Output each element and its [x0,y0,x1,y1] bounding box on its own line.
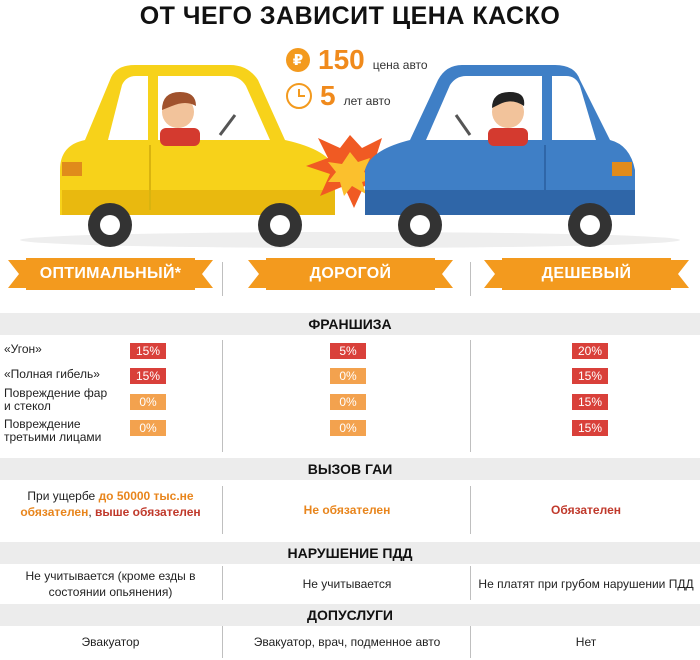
gai-cheap-text: Обязателен [550,503,621,517]
pdd-cheap-text: Не платят при грубом нарушении ПДД [478,577,694,591]
car-price-stat [286,44,428,76]
gai-optimal-prefix: При ущербе [27,489,99,503]
franchise-value: 15% [572,394,608,410]
franchise-value: 15% [572,420,608,436]
car-age-value: 5 [320,80,336,111]
divider [470,626,471,658]
column-header-optimal [8,258,213,290]
divider [222,262,223,296]
extra-optimal-text: Эвакуатор [81,635,140,649]
column-header-cheap [484,258,689,290]
extra-cheap-text: Нет [575,635,597,649]
divider [470,486,471,534]
franchise-value: 0% [330,368,366,384]
franchise-value: 0% [130,420,166,436]
blue-car-icon [365,65,635,247]
section-header-franchise: ФРАНШИЗА [0,313,700,335]
divider [222,566,223,600]
clock-icon [286,83,312,109]
car-price-label: цена авто [372,58,428,72]
gai-optimal-separator: , [88,505,96,519]
franchise-value: 15% [130,368,166,384]
franchise-value: 0% [330,394,366,410]
gai-optimal-threshold: до 50000 тыс.не обязателен [20,489,194,519]
car-price-value: 150 [318,44,365,75]
franchise-value: 20% [572,343,608,359]
ruble-coin-icon: ₽ [286,48,310,72]
franchise-value: 0% [130,394,166,410]
divider [222,486,223,534]
page-title: ОТ ЧЕГО ЗАВИСИТ ЦЕНА КАСКО [139,2,561,30]
divider [470,262,471,296]
row-label: Повреждение фар и стекол [4,386,108,413]
divider [470,340,471,452]
gai-expensive-text: Не обязателен [303,503,391,517]
column-header-label: ДЕШЕВЫЙ [541,265,632,282]
section-header-pdd: НАРУШЕНИЕ ПДД [0,542,700,564]
row-label: «Полная гибель» [4,367,100,381]
row-label: Повреждение третьими лицами [4,417,102,444]
divider [470,566,471,600]
column-header-label: ОПТИМАЛЬНЫЙ* [39,265,182,282]
divider [222,340,223,452]
gai-optimal-above: выше обязателен [95,505,201,519]
section-header-gai: ВЫЗОВ ГАИ [0,458,700,480]
pdd-expensive-text: Не учитывается [302,577,392,591]
franchise-value: 5% [330,343,366,359]
divider [222,626,223,658]
column-header-label: ДОРОГОЙ [309,265,392,282]
franchise-value: 0% [330,420,366,436]
car-age-stat [286,80,391,112]
extra-expensive-text: Эвакуатор, врач, подменное авто [253,635,441,649]
franchise-value: 15% [130,343,166,359]
pdd-optimal-text: Не учитывается (кроме езды в состоянии опьянения) [25,569,196,599]
car-age-label: лет авто [343,94,391,108]
section-header-extra: ДОПУСЛУГИ [0,604,700,626]
franchise-value: 15% [572,368,608,384]
gai-optimal-text [8,488,213,520]
row-label: «Угон» [4,342,42,356]
column-header-expensive [248,258,453,290]
